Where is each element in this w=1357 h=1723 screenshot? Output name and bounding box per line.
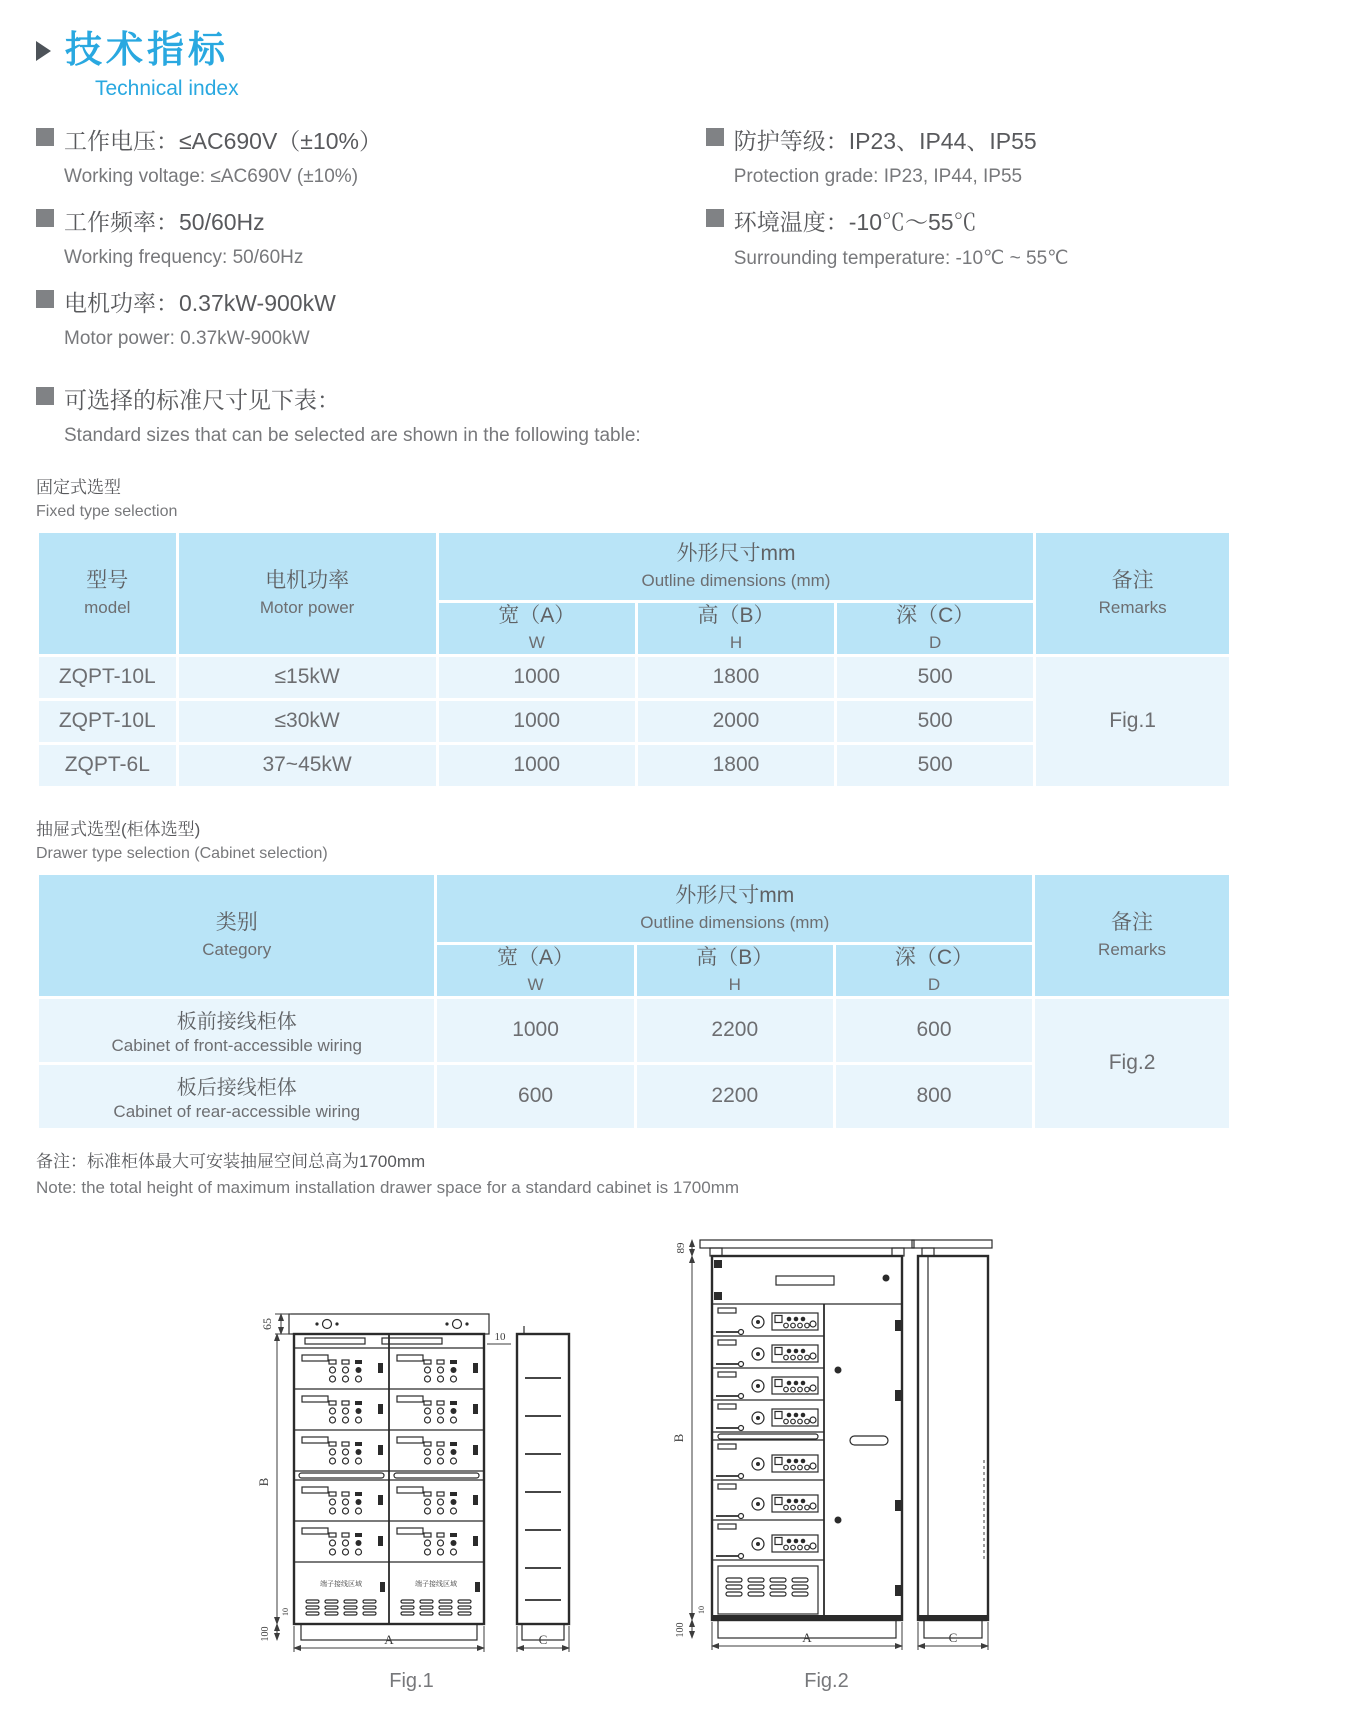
- fig1-dim-right-label: 10: [494, 1330, 506, 1343]
- drawer-section-label-en: Drawer type selection (Cabinet selection): [36, 844, 328, 862]
- cell-width: 1000: [437, 655, 636, 699]
- spec-cn-text: 电机功率：0.37kW-900kW: [64, 289, 336, 316]
- fig2-dim-height-label: B: [671, 1433, 686, 1443]
- fig2-drawing: [654, 1220, 999, 1660]
- spec-cn-text: 工作频率：50/60Hz: [64, 208, 265, 235]
- spec-surrounding-temperature: [706, 204, 1232, 270]
- cell-depth: 500: [836, 699, 1035, 743]
- cell-height: 2200: [635, 997, 834, 1063]
- cell-model: ZQPT-10L: [38, 655, 178, 699]
- bullet-square-icon: [36, 128, 54, 146]
- cell-width: 600: [436, 1063, 635, 1129]
- cell-width: 1000: [437, 699, 636, 743]
- fig1-side-view: [517, 1326, 569, 1640]
- cell-height: 1800: [636, 655, 835, 699]
- bullet-square-icon: [36, 209, 54, 227]
- fig2-dim-depth-label: C: [948, 1629, 958, 1645]
- fig2-dim-width-label: A: [802, 1629, 812, 1645]
- col-header-width: 宽（A） W: [436, 943, 635, 997]
- fig1-dim-width-label: A: [384, 1631, 394, 1647]
- spec-cn-text: 工作电压：≤AC690V（±10%）: [64, 127, 382, 154]
- cell-power: ≤15kW: [177, 655, 437, 699]
- cell-depth: 500: [836, 655, 1035, 699]
- spec-protection-grade: [706, 123, 1232, 188]
- page-title: 技术指标: [65, 29, 229, 70]
- spec-en-text: Working frequency: 50/60Hz: [64, 246, 304, 268]
- drawer-type-table: [36, 872, 1232, 1131]
- col-header-height: 高（B） H: [635, 943, 834, 997]
- cell-category: 板后接线柜体 Cabinet of rear-accessible wiring: [38, 1063, 436, 1129]
- cell-power: ≤30kW: [177, 699, 437, 743]
- cell-model: ZQPT-10L: [38, 699, 178, 743]
- fig2-dim-top-label: 89: [675, 1242, 687, 1254]
- page-subtitle: Technical index: [95, 76, 239, 100]
- fig2-dim-base-label: 100: [675, 1622, 686, 1638]
- spec-en-text: Surrounding temperature: -10℃ ~ 55℃: [733, 247, 1069, 269]
- spec-list: [36, 123, 1232, 366]
- fig1-dim-base-label: 100: [260, 1626, 271, 1642]
- fixed-section-label-cn: 固定式选型: [36, 477, 121, 497]
- cell-depth: 500: [836, 743, 1035, 787]
- cell-category: 板前接线柜体 Cabinet of front-accessible wiring: [38, 997, 436, 1063]
- fixed-section-label-en: Fixed type selection: [36, 502, 178, 520]
- spec-working-frequency: [36, 204, 706, 269]
- spec-column-left: [36, 123, 706, 366]
- cell-width: 1000: [437, 743, 636, 787]
- fig1-dim-top-label: 65: [260, 1317, 274, 1330]
- figures-row: [6, 1220, 1232, 1693]
- spec-en-text: Motor power: 0.37kW-900kW: [64, 327, 310, 349]
- fixed-type-table: [36, 530, 1232, 789]
- fig2-dim-small-label: 10: [697, 1605, 706, 1614]
- col-header-motor-power: 电机功率 Motor power: [177, 531, 437, 655]
- col-header-outline-dimensions: 外形尺寸mm Outline dimensions (mm): [436, 873, 1034, 943]
- col-header-remarks: 备注 Remarks: [1034, 873, 1231, 997]
- fig2-front-view: [700, 1240, 914, 1638]
- drawer-section-label-cn: 抽屉式选型(柜体选型): [36, 819, 201, 839]
- spec-cn-text: 防护等级：IP23、IP44、IP55: [733, 127, 1037, 154]
- bullet-square-icon: [36, 387, 54, 405]
- fig1-drawing: 端子接线区域 65 B 100 10 10 A C: [239, 1292, 584, 1660]
- cell-width: 1000: [436, 997, 635, 1063]
- cell-depth: 600: [834, 997, 1033, 1063]
- fig2-caption: Fig.2: [804, 1669, 849, 1692]
- spec-column-right: [706, 123, 1232, 366]
- fig1-caption: Fig.1: [389, 1669, 434, 1692]
- figure-2: [654, 1220, 999, 1693]
- cell-model: ZQPT-6L: [38, 743, 178, 787]
- section-arrow-icon: [36, 41, 51, 61]
- fig1-dim-height-label: B: [256, 1477, 271, 1487]
- col-header-category: 类别 Category: [38, 873, 436, 997]
- cell-power: 37~45kW: [177, 743, 437, 787]
- bullet-square-icon: [706, 209, 724, 227]
- spec-table-intro: [36, 382, 1232, 447]
- spec-en-text: Standard sizes that can be selected are shown in the following table:: [64, 424, 641, 446]
- spec-cn-text: 可选择的标准尺寸见下表：: [64, 386, 340, 413]
- fig1-dim-small-label: 10: [281, 1607, 290, 1616]
- col-header-height: 高（B） H: [636, 601, 835, 655]
- cell-height: 2000: [636, 699, 835, 743]
- spec-working-voltage: [36, 123, 706, 188]
- fig1-front-view: [289, 1314, 489, 1640]
- note-cn: 备注：标准柜体最大可安装抽屉空间总高为1700mm: [36, 1151, 426, 1171]
- col-header-depth: 深（C） D: [836, 601, 1035, 655]
- bullet-square-icon: [706, 128, 724, 146]
- note-en: Note: the total height of maximum installation drawer space for a standard cabinet is 1700mm: [36, 1177, 740, 1197]
- fig1-dimensions: [256, 1314, 569, 1652]
- figure-1: [239, 1292, 584, 1693]
- fig2-side-view: [912, 1240, 992, 1638]
- spec-cn-text: 环境温度：-10℃～55℃: [733, 208, 977, 235]
- col-header-depth: 深（C） D: [834, 943, 1033, 997]
- spec-motor-power: [36, 285, 706, 350]
- table-row: [38, 997, 1231, 1063]
- page-header: [36, 30, 1232, 101]
- cell-height: 1800: [636, 743, 835, 787]
- bullet-square-icon: [36, 290, 54, 308]
- cell-remarks: Fig.2: [1034, 997, 1231, 1129]
- col-header-outline-dimensions: 外形尺寸mm Outline dimensions (mm): [437, 531, 1035, 601]
- cell-depth: 800: [834, 1063, 1033, 1129]
- spec-en-text: Working voltage: ≤AC690V (±10%): [64, 165, 359, 187]
- col-header-remarks: 备注 Remarks: [1035, 531, 1231, 655]
- table-row: [38, 655, 1231, 699]
- col-header-width: 宽（A） W: [437, 601, 636, 655]
- cell-remarks: Fig.1: [1035, 655, 1231, 787]
- fig1-dim-depth-label: C: [538, 1631, 548, 1647]
- cell-height: 2200: [635, 1063, 834, 1129]
- spec-en-text: Protection grade: IP23, IP44, IP55: [733, 165, 1023, 187]
- col-header-model: 型号 model: [38, 531, 178, 655]
